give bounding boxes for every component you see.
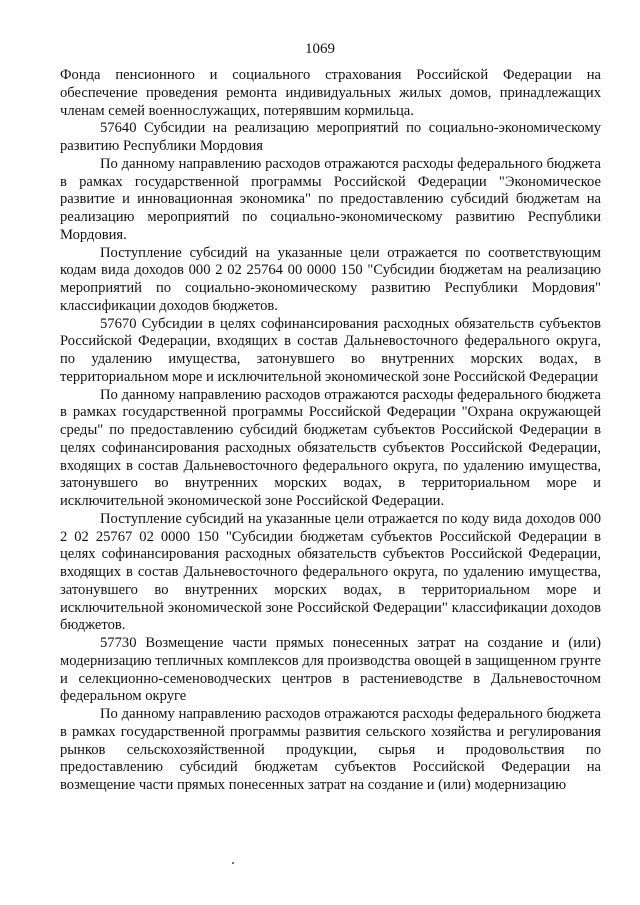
paragraph: Поступление субсидий на указанные цели отражается по коду вида доходов 000 2 02 25767 02 0000 150 "Субсидии бюджетам субъектов Российской Федерации в целях софинансирования расходных обязательств субъектов Российской Федерации, входящих в состав Дальневосточного федерального округа, по удалению имущества, затонувшего во внутренних морских водах, в территориальном море и исключительной экономической зоне Российской Федерации" классификации доходов бюджетов. xyxy=(60,510,601,634)
paragraph: По данному направлению расходов отражаются расходы федерального бюджета в рамках государственной программы Российской Федерации "Экономическое развитие и инновационная экономика" по предоставлению субсидий бюджетам на реализацию мероприятий по социально-экономическому развитию Республики Мордовия. xyxy=(60,155,601,243)
document-body xyxy=(60,67,601,795)
paragraph: Поступление субсидий на указанные цели отражается по соответствующим кодам вида доходов 000 2 02 25764 00 0000 150 "Субсидии бюджетам на реализацию мероприятий по социально-экономическому развитию Республики Мордовия" классификации доходов бюджетов. xyxy=(60,244,601,314)
paragraph: Фонда пенсионного и социального страхования Российской Федерации на обеспечение проведения ремонта индивидуальных жилых домов, принадлежащих членам семей военнослужащих, потерявшим кормильца. xyxy=(60,67,601,119)
page-number: 1069 xyxy=(305,41,335,57)
paragraph: 57640 Субсидии на реализацию мероприятий по социально-экономическому развитию Республики Мордовия xyxy=(60,120,601,154)
paragraph: 57730 Возмещение части прямых понесенных затрат на создание и (или) модернизацию тепличных комплексов для производства овощей в защищенном грунте и селекционно-семеноводческих центров в растениеводстве в Дальневосточном федеральном округе xyxy=(60,635,601,705)
scan-speck xyxy=(232,862,234,864)
paragraph: По данному направлению расходов отражаются расходы федерального бюджета в рамках государственной программы Российской Федерации "Охрана окружающей среды" по предоставлению субсидий бюджетам субъектов Российской Федерации в целях софинансирования расходных обязательств субъектов Российской Федерации, входящих в состав Дальневосточного федерального округа, по удалению имущества, затонувшего во внутренних морских водах, в территориальном море и исключительной экономической зоне Российской Федерации. xyxy=(60,386,601,509)
paragraph: По данному направлению расходов отражаются расходы федерального бюджета в рамках государственной программы развития сельского хозяйства и регулирования рынков сельскохозяйственной продукции, сырья и продовольствия по предоставлению субсидий бюджетам субъектов Российской Федерации на возмещение части прямых понесенных затрат на создание и (или) модернизацию xyxy=(60,706,601,793)
paragraph: 57670 Субсидии в целях софинансирования расходных обязательств субъектов Российской Федерации, входящих в состав Дальневосточного федерального округа, по удалению имущества, затонувшего во внутренних морских водах, в территориальном море и исключительной экономической зоне Российской Федерации xyxy=(60,315,601,385)
